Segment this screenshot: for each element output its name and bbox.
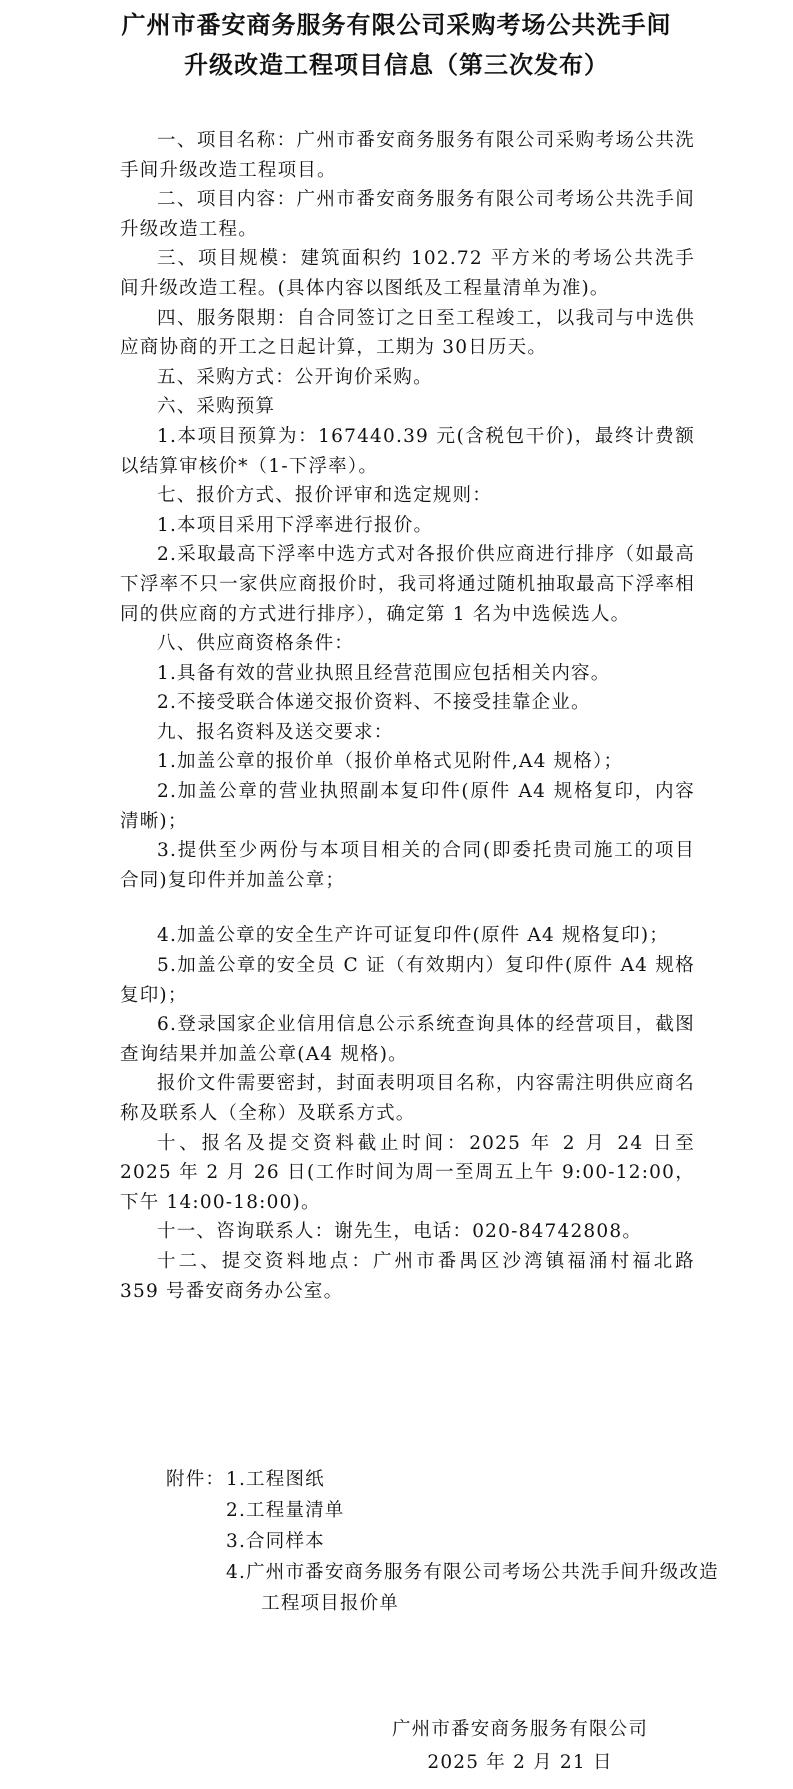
attachment-item: 2.工程量清单	[226, 1500, 345, 1521]
attachment-row	[166, 1495, 726, 1526]
attachments-label: 附件：	[166, 1469, 226, 1490]
paragraph-budget-detail: 1.本项目预算为：167440.39 元(含税包干价)，最终计费额以结算审核价*（1-下浮率）。	[120, 425, 695, 477]
paragraph-quote-rule-1: 1.本项目采用下浮率进行报价。	[157, 514, 434, 536]
paragraph-qualification-1: 1.具备有效的营业执照且经营范围应包括相关内容。	[157, 662, 611, 684]
paragraph-quote-rules-heading: 七、报价方式、报价评审和选定规则：	[157, 485, 492, 507]
paragraph-project-content: 二、项目内容：广州市番安商务服务有限公司考场公共洗手间升级改造工程。	[120, 189, 695, 240]
paragraph-contact: 十一、咨询联系人：谢先生，电话：020-84742808。	[157, 1221, 643, 1243]
paragraph-qualification-2: 2.不接受联合体递交报价资料、不接受挂靠企业。	[157, 692, 591, 714]
attachments-list	[166, 1464, 726, 1619]
signature-company: 广州市番安商务服务有限公司	[391, 1719, 649, 1740]
attachment-row	[166, 1526, 726, 1557]
attachment-item: 4.广州市番安商务服务有限公司考场公共洗手间升级改造工程项目报价单	[226, 1562, 719, 1614]
paragraph-procurement-method: 五、采购方式：公开询价采购。	[157, 366, 433, 388]
document-title-line-1: 广州市番安商务服务有限公司采购考场公共洗手间	[121, 10, 672, 39]
paragraph-material-3: 3.提供至少两份与本项目相关的合同(即委托贵司施工的项目合同)复印件并加盖公章；	[120, 840, 695, 891]
paragraph-budget-heading: 六、采购预算	[157, 396, 276, 418]
paragraph-submission-address: 十二、提交资料地点：广州市番禺区沙湾镇福涌村福北路 359 号番安商务办公室。	[120, 1250, 695, 1302]
paragraph-material-1: 1.加盖公章的报价单（报价单格式见附件,A4 规格）；	[157, 751, 624, 773]
signature-date: 2025 年 2 月 21 日	[427, 1752, 613, 1773]
paragraph-material-6: 6.登录国家企业信用信息公示系统查询具体的经营项目，截图查询结果并加盖公章(A4 规格)。	[120, 1014, 695, 1065]
paragraph-deadline: 十、报名及提交资料截止时间：2025 年 2 月 24 日至 2025 年 2 月 26 日(工作时间为周一至周五上午 9:00-12:00，下午 14:00-18:00)。	[120, 1132, 695, 1213]
paragraph-material-2: 2.加盖公章的营业执照副本复印件(原件 A4 规格复印，内容清晰)；	[120, 781, 695, 832]
paragraph-material-4: 4.加盖公章的安全生产许可证复印件(原件 A4 规格复印)；	[157, 925, 669, 947]
paragraph-material-5: 5.加盖公章的安全员 C 证（有效期内）复印件(原件 A4 规格复印)；	[120, 955, 696, 1006]
attachment-row	[166, 1464, 726, 1495]
document-title-line-2: 升级改造工程项目信息（第三次发布）	[184, 50, 609, 79]
paragraph-spacer	[120, 895, 695, 921]
paragraph-materials-heading: 九、报名资料及送交要求：	[157, 721, 394, 743]
paragraph-project-name: 一、项目名称：广州市番安商务服务有限公司采购考场公共洗手间升级改造工程项目。	[120, 130, 695, 181]
document-body	[120, 126, 695, 1306]
attachment-item: 1.工程图纸	[226, 1469, 325, 1490]
attachment-item: 3.合同样本	[226, 1531, 325, 1552]
attachment-row	[166, 1557, 726, 1619]
paragraph-quote-rule-2: 2.采取最高下浮率中选方式对各报价供应商进行排序（如最高下浮率不只一家供应商报价时，我司将通过随机抽取最高下浮率相同的供应商的方式进行排序），确定第 1 名为中选候选人。	[120, 544, 695, 625]
paragraph-service-period: 四、服务限期：自合同签订之日至工程竣工，以我司与中选供应商协商的开工之日起计算，工期为 30日历天。	[120, 307, 695, 359]
paragraph-qualification-heading: 八、供应商资格条件：	[157, 633, 355, 655]
paragraph-project-scale: 三、项目规模：建筑面积约 102.72 平方米的考场公共洗手间升级改造工程。(具体内容以图纸及工程量清单为准)。	[120, 248, 695, 299]
paragraph-sealing-note: 报价文件需要密封，封面表明项目名称，内容需注明供应商名称及联系人（全称）及联系方式。	[120, 1073, 695, 1124]
